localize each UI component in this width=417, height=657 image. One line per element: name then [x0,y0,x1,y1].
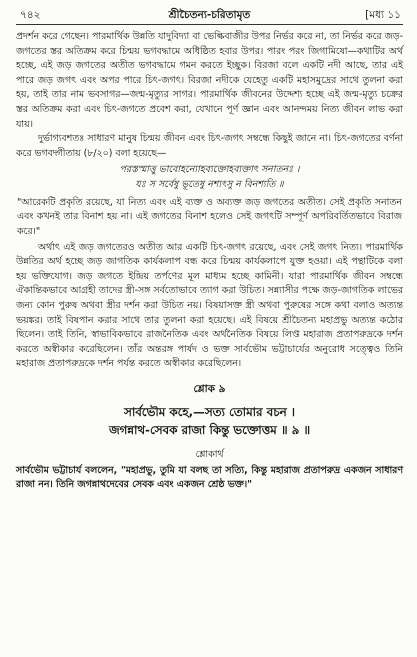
page-content [16,30,403,493]
book-title: শ্রীচৈতন্য-চরিতামৃত [168,9,251,21]
page-number: ৭৪২ [20,9,41,21]
verse-translation-quote: "আরেকটি প্রকৃতি রয়েছে, যা নিত্য এবং এই ব্যক্ত ও অব্যক্ত জড় জগতের অতীত। সেই প্রকৃতি সনাতন এবং কখনই তার বিনাশ হয় না। এই জগতের বিনাশ হলেও সেই জগৎটি সম্পূর্ণ অপরিবর্তিতভাবে বিরাজ করে।" [17,196,402,237]
sloka-heading: শ্লোক ৯ [193,382,226,395]
gita-verse-line-1: পরস্তস্মাত্তু ভাবোহন্যোহব্যক্তোহব্যক্তাৎ সনাতনঃ । [119,164,300,176]
purport-paragraph-3: অর্থাৎ এই জড় জগতেরও অতীত আর একটি চিৎ-জগৎ রয়েছে, এবং সেই জগৎ নিত্য। পারমার্থিক উন্নতির অর্থ হচ্ছে জড় জাগতিক কার্যকলাপ বন্ধ করে চিন্ময় কার্যকলাপে যুক্ত হওয়া। এই পন্থাটিকে বলা হয় ভক্তিযোগ। জড় জগতে ইন্দ্রিয় তর্পণের মূল মাধ্যম হচ্ছে কামিনী। যারা পারমার্থিক জীবন সম্বন্ধে ঐকান্তিকভাবে আগ্রহী তাদের স্ত্রী-সঙ্গ সর্বতোভাবে ত্যাগ করা উচিত। সন্ন্যাসীর পক্ষে জড়-জাগতিক লাভের জন্য কোন পুরুষ অথবা স্ত্রীর দর্শন করা উচিত নয়। বিষয়াসক্ত স্ত্রী অথবা পুরুষের সঙ্গে কথা বলাও অত্যন্ত ভয়ঙ্কর। তাই বিষপান করার সাথে তার তুলনা করা হয়েছে। এই বিষয়ে শ্রীচৈতন্য মহাপ্রভু অত্যন্ত কঠোর ছিলেন। তাই তিনি, স্বাভাবিকভাবে রাজনৈতিক এবং অর্থনৈতিক বিষয়ে লিপ্ত মহারাজ প্রতাপরুদ্রকে দর্শন করতে অস্বীকার করেছিলেন। তাঁর অন্তরঙ্গ পার্ষদ ও ভক্ত সার্বভৌম ভট্টাচার্যের অনুরোধ সত্ত্বেও তিনি মহারাজ প্রতাপরুদ্রকে দর্শন পর্যন্ত করতে অস্বীকার করেছিলেন। [16,241,403,370]
sloka-line-1: সার্বভৌম কহে,—সত্য তোমার বচন । [124,404,295,419]
page-header [16,6,403,26]
purport-paragraph-1: প্রদর্শন করে গেছেন। পারমার্থিক উন্নতি যাদুবিদ্যা বা ভেল্কিবাজীর উপর নির্ভর করে না, তা নির্ভর করে জড়-জগতের স্তর অতিক্রম করে চিন্ময় ভগবদ্ধামে অধিষ্ঠিত হবার উপর। পারং পরং জিগামিষো—কথাটির অর্থ হচ্ছে, এই জড় জগতের অতীত ভগবদ্ধামে গমন করতে ইচ্ছুক। বিরজা বলে একটি নদী আছে, তার এই পারে জড় জগৎ এবং অপর পারে চিৎ-জগৎ। বিরজা নদীকে যেহেতু একটি মহাসমুদ্রের সাথে তুলনা করা হয়, তাই তার নাম ভবসাগর—জন্ম-মৃত্যুর সাগর। পারমার্থিক জীবনের উদ্দেশ্য হচ্ছে এই জন্ম-মৃত্যু চক্রের স্তর অতিক্রম করা এবং চিৎ-জগতে প্রবেশ করা, যেখানে পূর্ণ জ্ঞান এবং আনন্দময় নিত্য জীবন লাভ করা যায়। [16,31,403,130]
gita-verse-line-2: যঃ স সর্বেষু ভূতেষু নশ্যৎসু ন বিনশ্যতি ॥ [135,178,284,190]
gita-verse [16,163,403,191]
translation-heading: শ্লোকার্থ [195,448,224,460]
translation-text: সার্বভৌম ভট্টাচার্য বললেন, "মহাপ্রভু, তুমি যা বলছ তা সত্যি, কিন্তু মহারাজ প্রতাপরুদ্র একজন সাধারণ রাজা নন। তিনি জগন্নাথদেবের সেবক এবং একজন শ্রেষ্ঠ ভক্ত।" [16,464,403,491]
header-rule [16,24,403,25]
sloka-line-2: জগন্নাথ-সেবক রাজা কিন্তু ভক্তোত্তম ॥ ৯ ॥ [108,422,311,437]
section-label: [মধ্য ১১ [365,9,401,21]
purport-paragraph-2: দুর্ভাগ্যবশতঃ সাধারণ মানুষ চিন্ময় জীবন এবং চিৎ-জগৎ সম্বন্ধে কিছুই জানে না। চিৎ-জগতের বর্ণনা করে ভগবদ্গীতায় (৮/২০) বলা হয়েছে— [16,133,403,159]
